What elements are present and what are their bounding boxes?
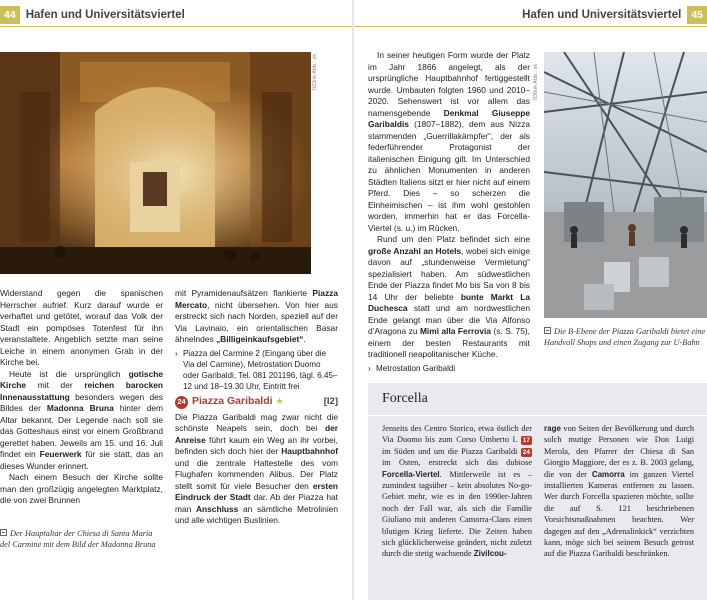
- paragraph: In seiner heutigen Form wurde der Platz im Jahr 1866 angelegt, als der ursprüngliche Hauptbahnhof fertiggestellt wurde. Umbauten folgten 1960 und 2010–2020. Sehenswert ist vor allem das namensgebende Denkmal Giuseppe Garibaldis (1807–1882), dem aus Nizza stammenden „Guerrillakämpfer“, der als federführender Protagonist der italienischen Einigung gilt. Im Unterschied zu ähnlichen Monumenten in anderen Städten Italiens sitzt er hier nicht auf einem Pferd. Dies – so scherzen die Einheimischen – ist ihm wohl gestohlen worden, immerhin hat er das Forcella-Viertel (s. u.) im Rücken.: [368, 50, 530, 233]
- caption-icon: [0, 529, 7, 536]
- map-marker-17: 17: [522, 437, 530, 445]
- left-column-1: [0, 288, 163, 507]
- photo-credit-right: 036nk Abb.: sk: [533, 63, 539, 100]
- section-heading-garibaldi: [175, 396, 338, 409]
- paragraph: mit Pyramidenaufsätzen flankierte Piazza Mercato, nicht übersehen. Von hier aus erstreckt sich nach Norden, speziell auf der Via Lavinaio, ein orientalischen Basar ähnelndes „Billigeinkaufsgebiet“.: [175, 288, 338, 344]
- paragraph: Heute ist die ursprünglich gotische Kirche mit der reichen barocken Innenausstattung besonders wegen des Bildes der Madonna Bruna hinter dem Altar bekannt. Der Legende nach soll sie das Gotteshaus einst vor einem Großbrand gerettet haben. Jeweils am 15. und 16. Juli findet ein Feuerwerk für sie statt, das an dieses Wunder erinnert.: [0, 368, 164, 471]
- map-marker-24: 24: [522, 448, 530, 456]
- piazza-garibaldi-photo: [544, 52, 707, 318]
- map-reference: [I2]: [323, 396, 338, 408]
- header-right-title: Hafen und Universitätsviertel: [522, 9, 682, 21]
- piazza-caption: Die B-Ebene der Piazza Garibaldi bietet eine Handvoll Shops und einen Zugang zur U-Bahn: [544, 327, 706, 347]
- forcella-title: Forcella: [382, 391, 428, 406]
- page-spine: [352, 0, 354, 600]
- star-icon: ★: [275, 396, 284, 407]
- header-left-title: Hafen und Universitätsviertel: [25, 9, 185, 21]
- church-interior-photo: [0, 52, 311, 274]
- left-column-2: [175, 288, 338, 527]
- forcella-column-2: rage von Seiten der Bevölkerung und durch solch mutige Personen wie Don Luigi Merola, den Pfarrer der Chiesa di San Giorgio Maggiore, der es z. B. 2003 gelang, die von der Camorra im ganzen Viertel installierten Kameras entfernen zu lassen. Wer durch Forcella spazieren möchte, sollte die auf S. 121 beschriebenen Vorsichtsmaßnahmen beachten. Wer dagegen auf den „Adrenalinkick“ verzichten kann, möge sich bei seinem Besuch getrost auf die Piazza Garibaldi beschränken.: [544, 424, 694, 559]
- header-right-rule: [354, 26, 707, 27]
- section-title: Piazza Garibaldi: [192, 395, 273, 408]
- arrow-icon: ›: [175, 348, 178, 358]
- divider: [368, 415, 707, 416]
- paragraph: Widerstand gegen die spanischen Herrscher aufrief. Kurz darauf wurde er verhaftet und getötet, worauf das Volk der Stadt ein pompöses Totenfest für ihn veranstaltete. Angeblich setzte man seine Leiche in einem anonymen Grab in der Kirche bei.: [0, 288, 163, 367]
- section-number-badge: 24: [175, 396, 188, 409]
- arrow-icon: ›: [368, 363, 371, 373]
- forcella-box: [368, 383, 707, 600]
- info-line-garibaldi: › Metrostation Garibaldi: [368, 363, 456, 373]
- page-number-right: 45: [687, 6, 707, 24]
- photo-credit-left: 022nk Abb.: sk: [312, 53, 318, 90]
- paragraph: Rund um den Platz befindet sich eine große Anzahl an Hotels, wobei sich einige davon auf „stundenweise Vermietung“ spezialisiert haben. Am südwestlichen Ende der Piazza findet Mo bis Sa von 8 bis 14 Uhr der beliebte bunte Markt La Duchesca statt und am nordwestlichen Ende gelangt man über die Via Alfonso d’Aragona zu Mimì alla Ferrovia (s. S. 75), einem der besten Restaurants mit traditionell neapolitanischer Küche.: [368, 234, 530, 359]
- header-left-rule: [0, 26, 352, 27]
- caption-icon: [544, 327, 551, 334]
- header-left: [0, 6, 185, 24]
- church-caption: Der Hauptaltar der Chiesa di Santa Maria del Carmine mit dem Bild der Madonna Bruna: [0, 529, 156, 549]
- right-column: [368, 50, 530, 374]
- header-right: [522, 6, 707, 24]
- paragraph: Nach einem Besuch der Kirche sollte man den großzügig angelegten Marktplatz, die von zwei Brunnen: [0, 472, 163, 505]
- paragraph: Die Piazza Garibaldi mag zwar nicht die schönste Neapels sein, doch bei der Anreise führt kaum ein Weg an ihr vorbei, befinden sich doch hier der Hauptbahnhof und die zentrale Haltestelle des vom Flughafen kommenden Alibus. Der Platz stellt somit für viele Besucher den ersten Eindruck der Stadt dar. Ab der Piazza hat man Anschluss an sämtliche Metrolinien und alle wichtigen Buslinien.: [175, 411, 338, 525]
- forcella-column-1: Jenseits des Centro Storico, etwa östlich der Via Duomo bis zum Corso Umberto I. 17 im Süden und um die Piazza Garibaldi 24 im Osten, erstreckt sich das dubiose Forcella-Viertel. Mittlerweile ist es – zumindest tagsüber – kein absolutes No-go-Gebiet mehr, wie es in den 1990er-Jahren noch der Fall war, als sich die Familie Giuliano mit anderen Camorra-Clans einen blutigen Krieg lieferte. Die Zeiten haben sich glücklicherweise geändert, nicht zuletzt durch die stetig wachsende Zivilcou-: [382, 424, 532, 559]
- page-number-left: 44: [0, 6, 20, 24]
- info-line-carmine: › Piazza del Carmine 2 (Eingang über die Via del Carmine), Metrostation Duomo oder Garibaldi, Tel. 081 201196, tägl. 6.45–12 und 18–19.30 Uhr, Eintritt frei: [175, 348, 338, 391]
